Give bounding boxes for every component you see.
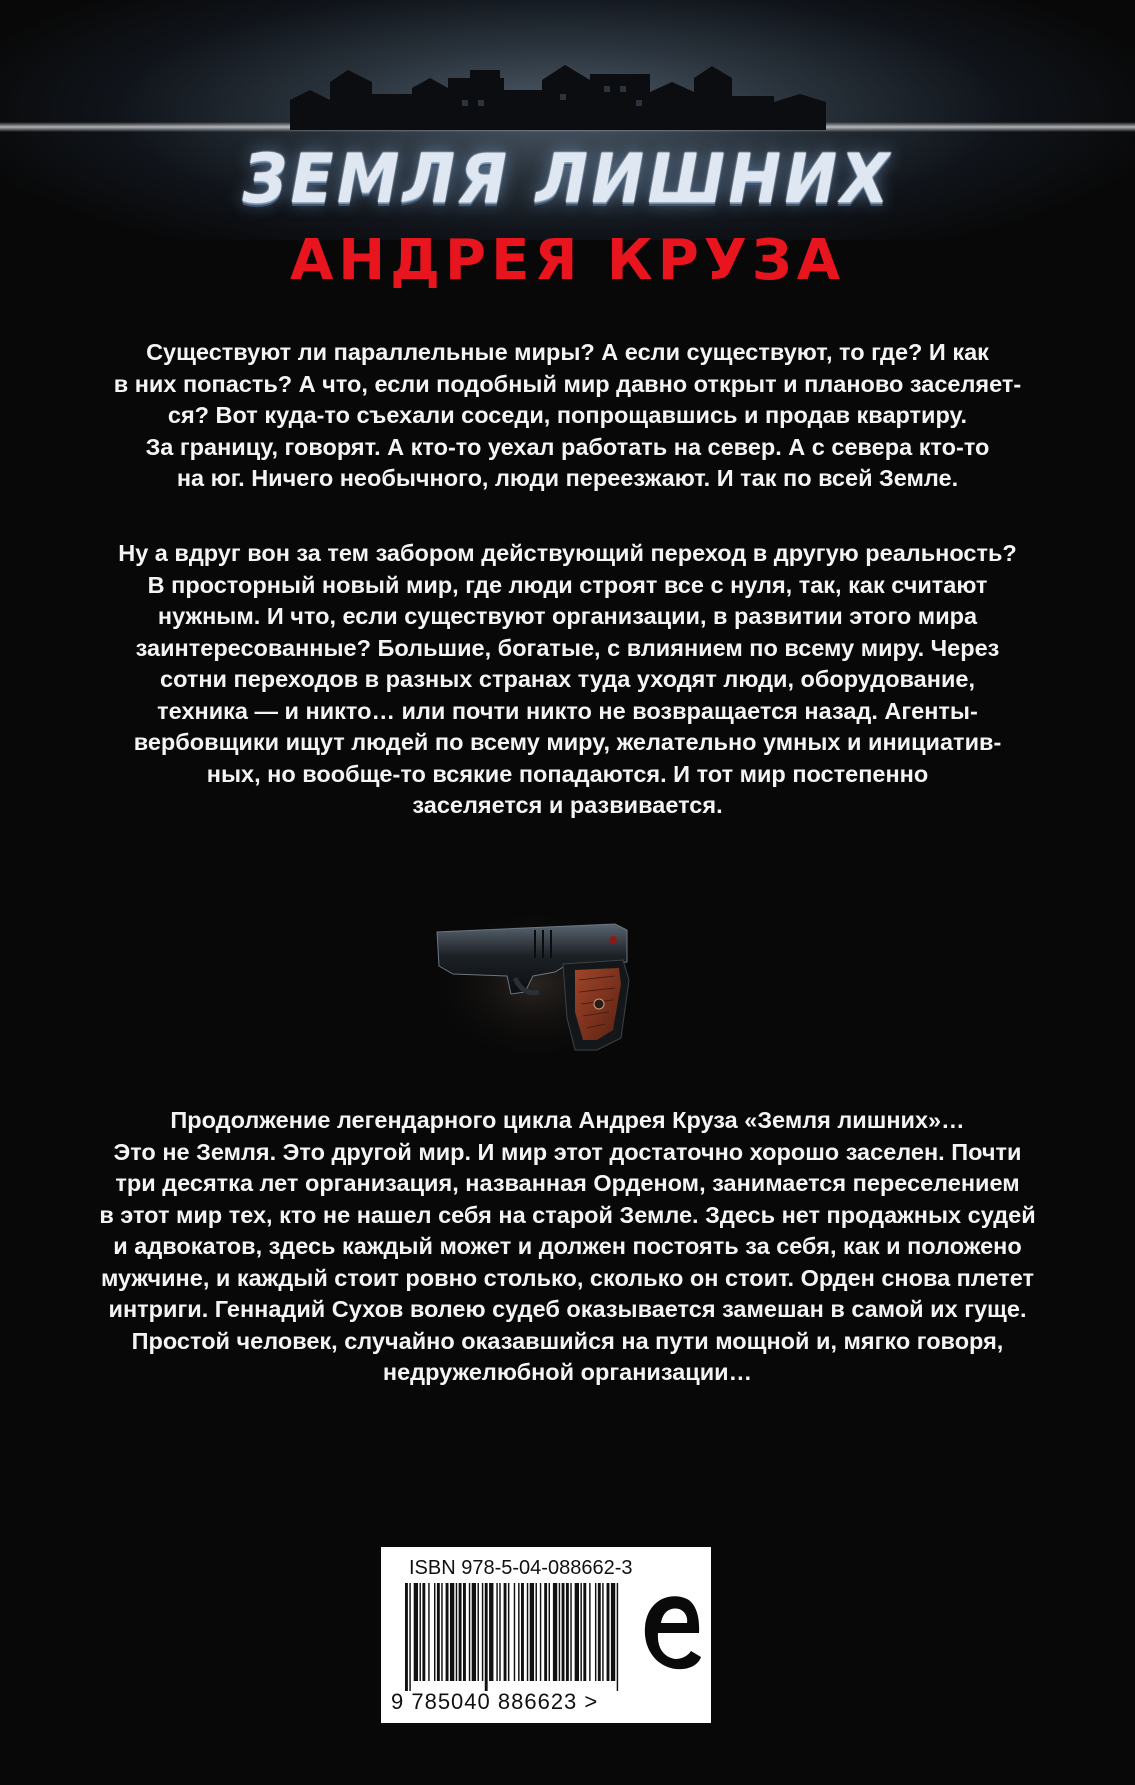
barcode-bar: [559, 1583, 560, 1681]
barcode-bar: [527, 1583, 528, 1681]
barcode-bar: [566, 1583, 569, 1681]
barcode-bar: [549, 1583, 550, 1681]
barcode-bar: [441, 1583, 442, 1681]
barcode-bar: [405, 1583, 408, 1691]
blurb-line: три десятка лет организация, названная Орденом, занимается переселением: [115, 1170, 1020, 1196]
blurb-paragraph-1: [95, 337, 1040, 495]
blurb-line: заинтересованные? Большие, богатые, с влиянием по всему миру. Через: [135, 634, 1000, 661]
blurb-line: Существуют ли параллельные миры? А если существуют, то где? И как: [146, 339, 989, 365]
barcode-bar: [478, 1583, 479, 1681]
series-title: ЗЕМЛЯ ЛИШНИХ: [242, 140, 893, 219]
blurb-line: интриги. Геннадий Сухов волею судеб оказывается замешан в самой их гуще.: [108, 1296, 1027, 1322]
barcode-bar: [611, 1583, 615, 1681]
barcode-bar: [496, 1583, 497, 1681]
blurb-line: сотни переходов в разных странах туда уходят люди, оборудование,: [160, 666, 975, 692]
barcode-bar: [540, 1583, 541, 1681]
barcode-bar: [508, 1583, 509, 1681]
blurb-line: мужчине, и каждый стоит ровно столько, сколько он стоит. Орден снова плетет: [100, 1264, 1035, 1291]
pistol-illustration: [415, 900, 655, 1070]
blurb-line: За границу, говорят. А кто-то уехал работать на север. А с севера кто-то: [145, 433, 990, 460]
barcode-bar: [595, 1583, 596, 1681]
barcode-bar: [518, 1583, 519, 1681]
barcode-bar: [562, 1583, 565, 1681]
barcode-bar: [617, 1583, 618, 1691]
blurb-line: и адвокатов, здесь каждый может и должен постоять за себя, как и положено: [113, 1233, 1022, 1259]
barcode-bar: [446, 1583, 449, 1681]
barcode-bar: [575, 1583, 579, 1681]
barcode-bar: [472, 1583, 476, 1681]
blurb-line: техника — и никто… или почти никто не возвращается назад. Агенты-: [157, 697, 978, 724]
publisher-logo-icon: [633, 1577, 705, 1695]
blurb-line: вербовщики ищут людей по всему миру, желательно умных и инициатив-: [133, 729, 1002, 755]
barcode-bar: [580, 1583, 581, 1681]
barcode-bar: [598, 1583, 601, 1681]
blurb-line: недружелюбной организации…: [382, 1359, 753, 1385]
blurb-line: в них попасть? А что, если подобный мир давно открыт и планово заселяет-: [113, 370, 1022, 397]
blurb-line: в этот мир тех, кто не нашел себя на старой Земле. Здесь нет продажных судей: [99, 1201, 1036, 1228]
barcode: [403, 1583, 623, 1691]
barcode-bar: [434, 1583, 435, 1681]
blurb-line: Это не Земля. Это другой мир. И мир этот достаточно хорошо заселен. Почти: [113, 1138, 1022, 1165]
blurb-line: ных, но вообще-то всякие попадаются. И тот мир постепенно: [206, 760, 929, 787]
barcode-bar: [456, 1583, 457, 1681]
blurb-paragraph-3: [95, 1105, 1040, 1389]
barcode-bar: [530, 1583, 534, 1681]
blurb-line: нужным. И что, если существуют организации, в развитии этого мира: [157, 603, 978, 629]
blurb-line: Ну а вдруг вон за тем забором действующий переход в другую реальность?: [118, 540, 1017, 566]
blurb-line: на юг. Ничего необычного, люди переезжают. И так по всей Земле.: [176, 465, 959, 491]
barcode-panel: [381, 1547, 711, 1723]
blurb-paragraph-2: [95, 538, 1040, 822]
barcode-bar: [420, 1583, 421, 1681]
barcode-bar: [422, 1583, 425, 1681]
blurb-line: Продолжение легендарного цикла Андрея Круза «Земля лишних»…: [170, 1107, 965, 1133]
barcode-bar: [437, 1583, 440, 1681]
barcode-bar: [489, 1583, 493, 1681]
barcode-bar: [583, 1583, 586, 1681]
barcode-digits: 9 785040 886623 >: [391, 1689, 599, 1714]
barcode-bar: [463, 1583, 466, 1681]
blurb-line: ся? Вот куда-то съехали соседи, попрощавшись и продав квартиру.: [167, 402, 968, 428]
blurb-line: В просторный новый мир, где люди строят все с нуля, так, как считают: [147, 571, 988, 598]
barcode-bar: [602, 1583, 603, 1681]
barcode-bar: [589, 1583, 590, 1681]
barcode-bar: [570, 1583, 571, 1681]
barcode-bar: [450, 1583, 454, 1681]
barcode-bar: [469, 1583, 470, 1681]
barcode-bar: [544, 1583, 547, 1681]
barcode-bar: [482, 1583, 483, 1681]
barcode-bar: [536, 1583, 537, 1681]
barcode-bar: [553, 1583, 557, 1681]
barcode-bar: [414, 1583, 418, 1681]
isbn-label: ISBN 978-5-04-088662-3: [409, 1557, 633, 1579]
barcode-bar: [459, 1583, 462, 1681]
barcode-bar: [514, 1583, 515, 1681]
barcode-bar: [521, 1583, 524, 1681]
barcode-bar: [485, 1583, 488, 1691]
barcode-bar: [504, 1583, 507, 1681]
blurb-line: заселяется и развивается.: [412, 792, 723, 818]
blurb-line: Простой человек, случайно оказавшийся на пути мощной и, мягко говоря,: [131, 1327, 1004, 1354]
author-title: АНДРЕЯ КРУЗА: [289, 228, 846, 293]
barcode-bar: [409, 1583, 410, 1691]
barcode-bar: [607, 1583, 610, 1681]
barcode-bar: [428, 1583, 429, 1681]
barcode-bar: [499, 1583, 500, 1681]
